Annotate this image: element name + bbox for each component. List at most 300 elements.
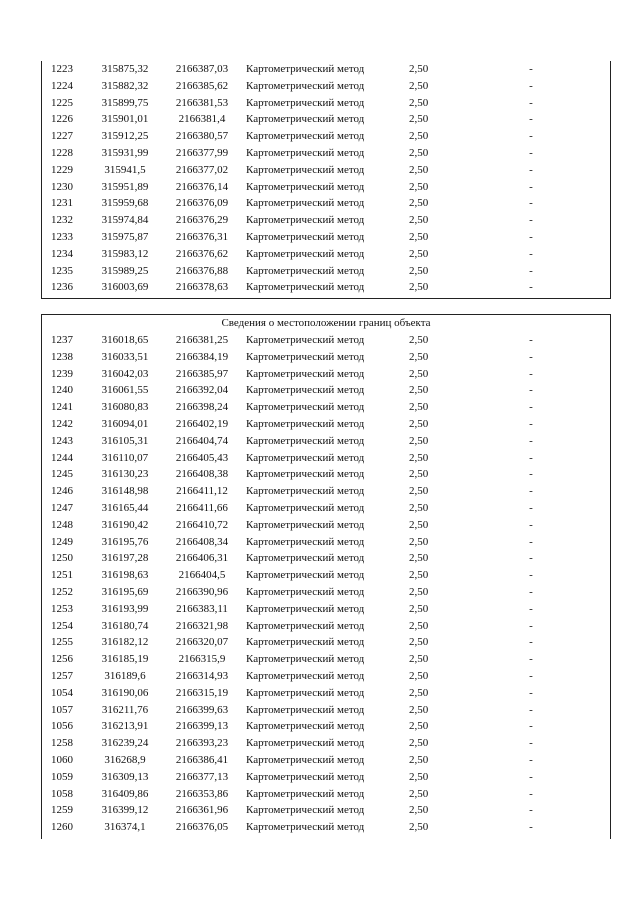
method-cell: Картометрический метод: [246, 720, 365, 733]
method-cell: Картометрический метод: [246, 787, 365, 800]
table-row: [42, 349, 610, 366]
x-coordinate-cell: 316198,63: [101, 569, 149, 582]
y-coordinate-cell: 2166376,29: [175, 214, 229, 227]
description-cell: -: [529, 518, 533, 531]
point-number-cell: 1239: [51, 367, 73, 380]
y-coordinate-cell: 2166315,9: [178, 653, 226, 666]
boundary-location-table: [41, 314, 611, 839]
method-cell: Картометрический метод: [246, 79, 365, 92]
description-cell: -: [529, 501, 533, 514]
method-cell: Картометрический метод: [246, 247, 365, 260]
y-coordinate-cell: 2166393,23: [175, 737, 229, 750]
x-coordinate-cell: 315989,25: [101, 264, 149, 277]
method-cell: Картометрический метод: [246, 451, 365, 464]
y-coordinate-cell: 2166398,24: [175, 401, 229, 414]
method-cell: Картометрический метод: [246, 214, 365, 227]
x-coordinate-cell: 316094,01: [101, 417, 149, 430]
y-coordinate-cell: 2166387,03: [175, 63, 229, 75]
point-number-cell: 1224: [51, 79, 73, 92]
x-coordinate-cell: 316190,06: [101, 686, 149, 699]
accuracy-cell: 2,50: [409, 180, 429, 193]
table-row: [42, 195, 610, 212]
method-cell: Картометрический метод: [246, 63, 365, 75]
accuracy-cell: 2,50: [409, 367, 429, 380]
point-number-cell: 1054: [51, 686, 73, 699]
description-cell: -: [529, 585, 533, 598]
table-row: [42, 634, 610, 651]
point-number-cell: 1250: [51, 552, 73, 565]
point-number-cell: 1238: [51, 350, 73, 363]
accuracy-cell: 2,50: [409, 737, 429, 750]
method-cell: Картометрический метод: [246, 230, 365, 243]
x-coordinate-cell: 316193,99: [101, 602, 149, 615]
method-cell: Картометрический метод: [246, 197, 365, 210]
x-coordinate-cell: 316148,98: [101, 485, 149, 498]
x-coordinate-cell: 316080,83: [101, 401, 149, 414]
y-coordinate-cell: 2166404,5: [178, 569, 226, 582]
y-coordinate-cell: 2166408,34: [175, 535, 229, 548]
point-number-cell: 1252: [51, 585, 73, 598]
table-row: [42, 685, 610, 702]
method-cell: Картометрический метод: [246, 585, 365, 598]
table-row: [42, 145, 610, 162]
method-cell: Картометрический метод: [246, 501, 365, 514]
y-coordinate-cell: 2166376,05: [175, 821, 229, 834]
description-cell: -: [529, 130, 533, 143]
method-cell: Картометрический метод: [246, 753, 365, 766]
description-cell: -: [529, 350, 533, 363]
method-cell: Картометрический метод: [246, 163, 365, 176]
y-coordinate-cell: 2166405,43: [175, 451, 229, 464]
accuracy-cell: 2,50: [409, 247, 429, 260]
x-coordinate-cell: 316061,55: [101, 384, 149, 397]
x-coordinate-cell: 316399,12: [101, 804, 149, 817]
method-cell: Картометрический метод: [246, 434, 365, 447]
point-number-cell: 1246: [51, 485, 73, 498]
point-number-cell: 1243: [51, 434, 73, 447]
accuracy-cell: 2,50: [409, 451, 429, 464]
y-coordinate-cell: 2166361,96: [175, 804, 229, 817]
accuracy-cell: 2,50: [409, 281, 429, 294]
x-coordinate-cell: 315875,32: [101, 63, 149, 75]
point-number-cell: 1231: [51, 197, 73, 210]
x-coordinate-cell: 315901,01: [101, 113, 149, 126]
x-coordinate-cell: 315931,99: [101, 146, 149, 159]
point-number-cell: 1230: [51, 180, 73, 193]
method-cell: Картометрический метод: [246, 518, 365, 531]
method-cell: Картометрический метод: [246, 334, 365, 346]
description-cell: -: [529, 384, 533, 397]
table-row: [42, 500, 610, 517]
point-number-cell: 1232: [51, 214, 73, 227]
y-coordinate-cell: 2166377,13: [175, 770, 229, 783]
point-number-cell: 1260: [51, 821, 73, 834]
accuracy-cell: 2,50: [409, 401, 429, 414]
y-coordinate-cell: 2166377,02: [175, 163, 229, 176]
method-cell: Картометрический метод: [246, 113, 365, 126]
description-cell: -: [529, 485, 533, 498]
accuracy-cell: 2,50: [409, 350, 429, 363]
point-number-cell: 1058: [51, 787, 73, 800]
table-row: [42, 332, 610, 349]
accuracy-cell: 2,50: [409, 703, 429, 716]
table-row: [42, 433, 610, 450]
method-cell: Картометрический метод: [246, 602, 365, 615]
y-coordinate-cell: 2166399,13: [175, 720, 229, 733]
x-coordinate-cell: 316213,91: [101, 720, 149, 733]
y-coordinate-cell: 2166408,38: [175, 468, 229, 481]
x-coordinate-cell: 316195,76: [101, 535, 149, 548]
description-cell: -: [529, 401, 533, 414]
x-coordinate-cell: 316189,6: [104, 669, 146, 682]
point-number-cell: 1249: [51, 535, 73, 548]
table-row: [42, 668, 610, 685]
point-number-cell: 1226: [51, 113, 73, 126]
accuracy-cell: 2,50: [409, 821, 429, 834]
table-row: [42, 162, 610, 179]
table-row: [42, 128, 610, 145]
description-cell: -: [529, 163, 533, 176]
x-coordinate-cell: 316018,65: [101, 334, 149, 346]
table-row: [42, 718, 610, 735]
x-coordinate-cell: 316033,51: [101, 350, 149, 363]
accuracy-cell: 2,50: [409, 96, 429, 109]
method-cell: Картометрический метод: [246, 686, 365, 699]
accuracy-cell: 2,50: [409, 569, 429, 582]
description-cell: -: [529, 602, 533, 615]
y-coordinate-cell: 2166314,93: [175, 669, 229, 682]
x-coordinate-cell: 316211,76: [101, 703, 149, 716]
x-coordinate-cell: 315983,12: [101, 247, 149, 260]
table-row: [42, 584, 610, 601]
accuracy-cell: 2,50: [409, 552, 429, 565]
accuracy-cell: 2,50: [409, 653, 429, 666]
x-coordinate-cell: 316110,07: [101, 451, 149, 464]
x-coordinate-cell: 315959,68: [101, 197, 149, 210]
table-row: [42, 534, 610, 551]
method-cell: Картометрический метод: [246, 770, 365, 783]
accuracy-cell: 2,50: [409, 417, 429, 430]
accuracy-cell: 2,50: [409, 79, 429, 92]
point-number-cell: 1236: [51, 281, 73, 294]
description-cell: -: [529, 653, 533, 666]
x-coordinate-cell: 316268,9: [104, 753, 146, 766]
description-cell: -: [529, 247, 533, 260]
table-row: [42, 702, 610, 719]
point-number-cell: 1245: [51, 468, 73, 481]
point-number-cell: 1237: [51, 334, 73, 346]
y-coordinate-cell: 2166380,57: [175, 130, 229, 143]
method-cell: Картометрический метод: [246, 367, 365, 380]
x-coordinate-cell: 315882,32: [101, 79, 149, 92]
accuracy-cell: 2,50: [409, 384, 429, 397]
y-coordinate-cell: 2166390,96: [175, 585, 229, 598]
description-cell: -: [529, 569, 533, 582]
y-coordinate-cell: 2166411,12: [176, 485, 228, 498]
method-cell: Картометрический метод: [246, 417, 365, 430]
x-coordinate-cell: 316180,74: [101, 619, 149, 632]
accuracy-cell: 2,50: [409, 535, 429, 548]
y-coordinate-cell: 2166406,31: [175, 552, 229, 565]
x-coordinate-cell: 316190,42: [101, 518, 149, 531]
point-number-cell: 1059: [51, 770, 73, 783]
accuracy-cell: 2,50: [409, 334, 429, 346]
description-cell: -: [529, 703, 533, 716]
x-coordinate-cell: 315941,5: [104, 163, 146, 176]
description-cell: -: [529, 180, 533, 193]
method-cell: Картометрический метод: [246, 146, 365, 159]
method-cell: Картометрический метод: [246, 737, 365, 750]
table-row: [42, 517, 610, 534]
method-cell: Картометрический метод: [246, 535, 365, 548]
method-cell: Картометрический метод: [246, 569, 365, 582]
description-cell: -: [529, 367, 533, 380]
table-row: [42, 567, 610, 584]
y-coordinate-cell: 2166377,99: [175, 146, 229, 159]
method-cell: Картометрический метод: [246, 552, 365, 565]
x-coordinate-cell: 316185,19: [101, 653, 149, 666]
description-cell: -: [529, 264, 533, 277]
point-number-cell: 1241: [51, 401, 73, 414]
y-coordinate-cell: 2166410,72: [175, 518, 229, 531]
accuracy-cell: 2,50: [409, 501, 429, 514]
table-row: [42, 735, 610, 752]
method-cell: Картометрический метод: [246, 485, 365, 498]
method-cell: Картометрический метод: [246, 264, 365, 277]
x-coordinate-cell: 316195,69: [101, 585, 149, 598]
accuracy-cell: 2,50: [409, 669, 429, 682]
point-number-cell: 1060: [51, 753, 73, 766]
y-coordinate-cell: 2166383,11: [176, 602, 228, 615]
accuracy-cell: 2,50: [409, 602, 429, 615]
description-cell: -: [529, 230, 533, 243]
accuracy-cell: 2,50: [409, 214, 429, 227]
x-coordinate-cell: 315974,84: [101, 214, 149, 227]
description-cell: -: [529, 79, 533, 92]
point-number-cell: 1255: [51, 636, 73, 649]
x-coordinate-cell: 316374,1: [104, 821, 146, 834]
method-cell: Картометрический метод: [246, 401, 365, 414]
y-coordinate-cell: 2166411,66: [176, 501, 228, 514]
description-cell: -: [529, 737, 533, 750]
accuracy-cell: 2,50: [409, 585, 429, 598]
table-row: [42, 769, 610, 786]
description-cell: -: [529, 821, 533, 834]
y-coordinate-cell: 2166386,41: [175, 753, 229, 766]
point-number-cell: 1256: [51, 653, 73, 666]
x-coordinate-cell: 315899,75: [101, 96, 149, 109]
accuracy-cell: 2,50: [409, 197, 429, 210]
x-coordinate-cell: 316130,23: [101, 468, 149, 481]
description-cell: -: [529, 63, 533, 75]
table-row: [42, 263, 610, 280]
point-number-cell: 1240: [51, 384, 73, 397]
point-number-cell: 1227: [51, 130, 73, 143]
y-coordinate-cell: 2166385,97: [175, 367, 229, 380]
table-row: [42, 466, 610, 483]
coordinates-table-continuation: [41, 61, 611, 299]
x-coordinate-cell: 316409,86: [101, 787, 149, 800]
table-title: Сведения о местоположении границ объекта: [221, 317, 431, 329]
description-cell: -: [529, 720, 533, 733]
y-coordinate-cell: 2166402,19: [175, 417, 229, 430]
y-coordinate-cell: 2166404,74: [175, 434, 229, 447]
table-row: [42, 279, 610, 296]
point-number-cell: 1229: [51, 163, 73, 176]
table-row: [42, 651, 610, 668]
method-cell: Картометрический метод: [246, 619, 365, 632]
point-number-cell: 1235: [51, 264, 73, 277]
table-row: [42, 416, 610, 433]
y-coordinate-cell: 2166381,4: [178, 113, 226, 126]
y-coordinate-cell: 2166376,62: [175, 247, 229, 260]
x-coordinate-cell: 316165,44: [101, 501, 149, 514]
method-cell: Картометрический метод: [246, 468, 365, 481]
x-coordinate-cell: 316239,24: [101, 737, 149, 750]
table-row: [42, 601, 610, 618]
point-number-cell: 1253: [51, 602, 73, 615]
description-cell: -: [529, 787, 533, 800]
method-cell: Картометрический метод: [246, 350, 365, 363]
accuracy-cell: 2,50: [409, 720, 429, 733]
point-number-cell: 1254: [51, 619, 73, 632]
accuracy-cell: 2,50: [409, 619, 429, 632]
table-row: [42, 752, 610, 769]
accuracy-cell: 2,50: [409, 230, 429, 243]
point-number-cell: 1228: [51, 146, 73, 159]
point-number-cell: 1248: [51, 518, 73, 531]
description-cell: -: [529, 669, 533, 682]
method-cell: Картометрический метод: [246, 281, 365, 294]
y-coordinate-cell: 2166376,88: [175, 264, 229, 277]
point-number-cell: 1244: [51, 451, 73, 464]
x-coordinate-cell: 315975,87: [101, 230, 149, 243]
point-number-cell: 1258: [51, 737, 73, 750]
point-number-cell: 1257: [51, 669, 73, 682]
table-row: [42, 366, 610, 383]
method-cell: Картометрический метод: [246, 669, 365, 682]
y-coordinate-cell: 2166381,25: [175, 334, 229, 346]
y-coordinate-cell: 2166376,09: [175, 197, 229, 210]
table-row: [42, 819, 610, 836]
y-coordinate-cell: 2166320,07: [175, 636, 229, 649]
accuracy-cell: 2,50: [409, 636, 429, 649]
point-number-cell: 1251: [51, 569, 73, 582]
accuracy-cell: 2,50: [409, 130, 429, 143]
description-cell: -: [529, 619, 533, 632]
description-cell: -: [529, 334, 533, 346]
table-row: [42, 212, 610, 229]
table-row: [42, 246, 610, 263]
method-cell: Картометрический метод: [246, 636, 365, 649]
description-cell: -: [529, 113, 533, 126]
y-coordinate-cell: 2166321,98: [175, 619, 229, 632]
point-number-cell: 1056: [51, 720, 73, 733]
y-coordinate-cell: 2166353,86: [175, 787, 229, 800]
y-coordinate-cell: 2166385,62: [175, 79, 229, 92]
point-number-cell: 1247: [51, 501, 73, 514]
point-number-cell: 1223: [51, 63, 73, 75]
description-cell: -: [529, 535, 533, 548]
table-body: [42, 332, 610, 836]
y-coordinate-cell: 2166376,31: [175, 230, 229, 243]
description-cell: -: [529, 146, 533, 159]
table-row: [42, 483, 610, 500]
x-coordinate-cell: 316105,31: [101, 434, 149, 447]
description-cell: -: [529, 468, 533, 481]
description-cell: -: [529, 214, 533, 227]
table-row: [42, 78, 610, 95]
method-cell: Картометрический метод: [246, 96, 365, 109]
table-row: [42, 229, 610, 246]
description-cell: -: [529, 197, 533, 210]
method-cell: Картометрический метод: [246, 130, 365, 143]
table-row: [42, 786, 610, 803]
description-cell: -: [529, 753, 533, 766]
table-row: [42, 95, 610, 112]
point-number-cell: 1057: [51, 703, 73, 716]
point-number-cell: 1225: [51, 96, 73, 109]
accuracy-cell: 2,50: [409, 787, 429, 800]
method-cell: Картометрический метод: [246, 821, 365, 834]
description-cell: -: [529, 417, 533, 430]
point-number-cell: 1233: [51, 230, 73, 243]
x-coordinate-cell: 316309,13: [101, 770, 149, 783]
accuracy-cell: 2,50: [409, 146, 429, 159]
y-coordinate-cell: 2166381,53: [175, 96, 229, 109]
table-body: [42, 61, 610, 296]
table-row: [42, 61, 610, 78]
accuracy-cell: 2,50: [409, 163, 429, 176]
x-coordinate-cell: 316182,12: [101, 636, 149, 649]
accuracy-cell: 2,50: [409, 485, 429, 498]
y-coordinate-cell: 2166376,14: [175, 180, 229, 193]
table-row: [42, 382, 610, 399]
x-coordinate-cell: 316003,69: [101, 281, 149, 294]
y-coordinate-cell: 2166315,19: [175, 686, 229, 699]
y-coordinate-cell: 2166399,63: [175, 703, 229, 716]
accuracy-cell: 2,50: [409, 434, 429, 447]
accuracy-cell: 2,50: [409, 113, 429, 126]
x-coordinate-cell: 316197,28: [101, 552, 149, 565]
description-cell: -: [529, 281, 533, 294]
point-number-cell: 1259: [51, 804, 73, 817]
point-number-cell: 1234: [51, 247, 73, 260]
method-cell: Картометрический метод: [246, 180, 365, 193]
accuracy-cell: 2,50: [409, 804, 429, 817]
method-cell: Картометрический метод: [246, 653, 365, 666]
y-coordinate-cell: 2166392,04: [175, 384, 229, 397]
method-cell: Картометрический метод: [246, 384, 365, 397]
description-cell: -: [529, 686, 533, 699]
description-cell: -: [529, 96, 533, 109]
accuracy-cell: 2,50: [409, 770, 429, 783]
y-coordinate-cell: 2166378,63: [175, 281, 229, 294]
table-row: [42, 618, 610, 635]
x-coordinate-cell: 316042,03: [101, 367, 149, 380]
point-number-cell: 1242: [51, 417, 73, 430]
description-cell: -: [529, 636, 533, 649]
description-cell: -: [529, 804, 533, 817]
x-coordinate-cell: 315912,25: [101, 130, 149, 143]
accuracy-cell: 2,50: [409, 264, 429, 277]
x-coordinate-cell: 315951,89: [101, 180, 149, 193]
table-row: [42, 111, 610, 128]
description-cell: -: [529, 451, 533, 464]
accuracy-cell: 2,50: [409, 468, 429, 481]
table-row: [42, 399, 610, 416]
accuracy-cell: 2,50: [409, 686, 429, 699]
